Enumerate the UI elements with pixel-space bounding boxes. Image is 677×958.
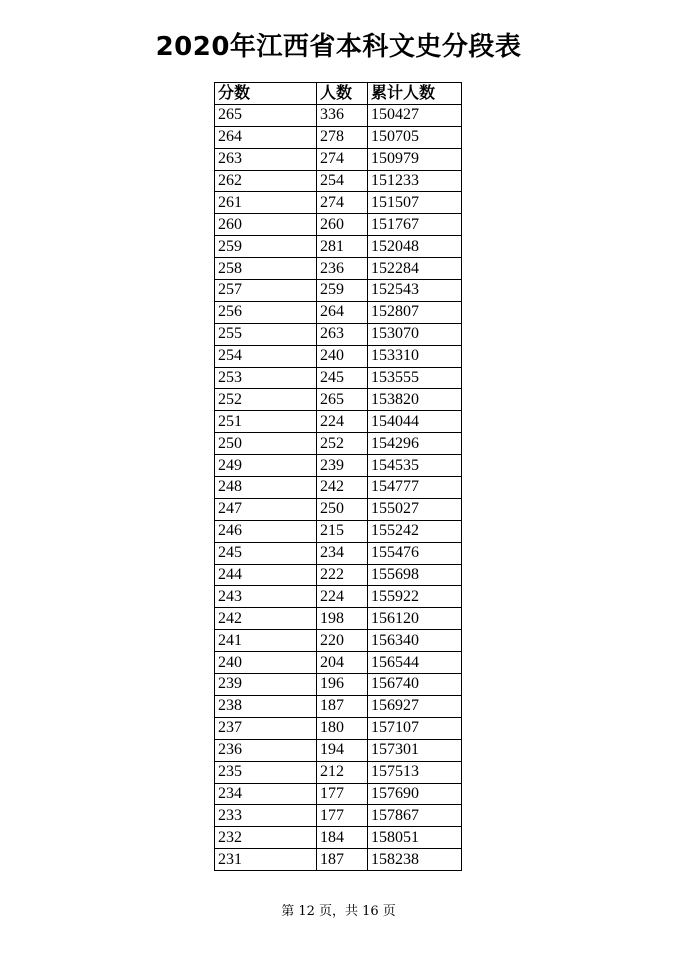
score-cell: 238 (215, 695, 317, 717)
table-row (215, 323, 462, 345)
table-row (215, 280, 462, 302)
table-row (215, 104, 462, 126)
table-row (215, 192, 462, 214)
count-cell: 265 (317, 389, 368, 411)
cumulative-cell: 154296 (368, 433, 462, 455)
table-row (215, 455, 462, 477)
cumulative-cell: 157513 (368, 761, 462, 783)
table-row (215, 170, 462, 192)
score-cell: 237 (215, 717, 317, 739)
table-row (215, 586, 462, 608)
cumulative-cell: 156740 (368, 674, 462, 696)
score-cell: 252 (215, 389, 317, 411)
table-body (215, 104, 462, 870)
score-cell: 250 (215, 433, 317, 455)
table-row (215, 258, 462, 280)
score-cell: 247 (215, 498, 317, 520)
count-cell: 234 (317, 542, 368, 564)
count-cell: 281 (317, 236, 368, 258)
table-row (215, 674, 462, 696)
count-cell: 252 (317, 433, 368, 455)
count-cell: 187 (317, 849, 368, 871)
score-cell: 245 (215, 542, 317, 564)
cumulative-cell: 158051 (368, 827, 462, 849)
count-cell: 245 (317, 367, 368, 389)
score-cell: 262 (215, 170, 317, 192)
count-cell: 259 (317, 280, 368, 302)
table-row (215, 433, 462, 455)
score-cell: 233 (215, 805, 317, 827)
count-cell: 194 (317, 739, 368, 761)
score-cell: 248 (215, 477, 317, 499)
count-cell: 184 (317, 827, 368, 849)
score-cell: 231 (215, 849, 317, 871)
table-row (215, 608, 462, 630)
page-footer: 第 12 页，共 16 页 (281, 904, 396, 919)
table-row (215, 761, 462, 783)
score-cell: 260 (215, 214, 317, 236)
count-cell: 236 (317, 258, 368, 280)
count-cell: 274 (317, 192, 368, 214)
count-cell: 212 (317, 761, 368, 783)
page-title: 2020年江西省本科文史分段表 (155, 32, 522, 62)
cumulative-cell: 155027 (368, 498, 462, 520)
score-cell: 254 (215, 345, 317, 367)
cumulative-cell: 150427 (368, 104, 462, 126)
cumulative-cell: 153820 (368, 389, 462, 411)
count-cell: 263 (317, 323, 368, 345)
count-cell: 196 (317, 674, 368, 696)
cumulative-cell: 154535 (368, 455, 462, 477)
count-cell: 215 (317, 520, 368, 542)
table-header-row (215, 83, 462, 105)
score-table (214, 82, 462, 871)
score-cell: 265 (215, 104, 317, 126)
cumulative-cell: 154044 (368, 411, 462, 433)
count-cell: 198 (317, 608, 368, 630)
score-cell: 239 (215, 674, 317, 696)
count-cell: 336 (317, 104, 368, 126)
table-row (215, 389, 462, 411)
count-cell: 254 (317, 170, 368, 192)
table-row (215, 739, 462, 761)
count-cell: 260 (317, 214, 368, 236)
count-cell: 240 (317, 345, 368, 367)
table-row (215, 805, 462, 827)
score-cell: 242 (215, 608, 317, 630)
cumulative-cell: 150705 (368, 126, 462, 148)
count-cell: 224 (317, 586, 368, 608)
cumulative-cell: 153070 (368, 323, 462, 345)
table-row (215, 126, 462, 148)
score-cell: 235 (215, 761, 317, 783)
cumulative-cell: 152807 (368, 301, 462, 323)
table-row (215, 236, 462, 258)
table-row (215, 498, 462, 520)
table-row (215, 214, 462, 236)
cumulative-cell: 157301 (368, 739, 462, 761)
score-cell: 246 (215, 520, 317, 542)
score-cell: 244 (215, 564, 317, 586)
count-cell: 278 (317, 126, 368, 148)
count-cell: 264 (317, 301, 368, 323)
cumulative-cell: 154777 (368, 477, 462, 499)
count-cell: 220 (317, 630, 368, 652)
score-cell: 240 (215, 652, 317, 674)
score-cell: 236 (215, 739, 317, 761)
count-cell: 187 (317, 695, 368, 717)
score-cell: 249 (215, 455, 317, 477)
count-cell: 274 (317, 148, 368, 170)
table-row (215, 411, 462, 433)
count-cell: 250 (317, 498, 368, 520)
cumulative-cell: 151767 (368, 214, 462, 236)
cumulative-cell: 152543 (368, 280, 462, 302)
table-row (215, 652, 462, 674)
cumulative-cell: 152284 (368, 258, 462, 280)
table-row (215, 564, 462, 586)
cumulative-cell: 155922 (368, 586, 462, 608)
score-cell: 261 (215, 192, 317, 214)
score-cell: 253 (215, 367, 317, 389)
count-cell: 222 (317, 564, 368, 586)
cumulative-cell: 151507 (368, 192, 462, 214)
score-cell: 241 (215, 630, 317, 652)
cumulative-cell: 157867 (368, 805, 462, 827)
header-count: 人数 (317, 83, 368, 105)
score-cell: 234 (215, 783, 317, 805)
table-row (215, 477, 462, 499)
count-cell: 177 (317, 783, 368, 805)
count-cell: 242 (317, 477, 368, 499)
score-cell: 255 (215, 323, 317, 345)
cumulative-cell: 155476 (368, 542, 462, 564)
cumulative-cell: 153555 (368, 367, 462, 389)
count-cell: 239 (317, 455, 368, 477)
cumulative-cell: 152048 (368, 236, 462, 258)
table-row (215, 520, 462, 542)
score-cell: 259 (215, 236, 317, 258)
score-cell: 251 (215, 411, 317, 433)
cumulative-cell: 157690 (368, 783, 462, 805)
count-cell: 204 (317, 652, 368, 674)
count-cell: 177 (317, 805, 368, 827)
cumulative-cell: 155242 (368, 520, 462, 542)
table-row (215, 345, 462, 367)
cumulative-cell: 155698 (368, 564, 462, 586)
score-cell: 258 (215, 258, 317, 280)
table-row (215, 148, 462, 170)
score-cell: 264 (215, 126, 317, 148)
count-cell: 224 (317, 411, 368, 433)
table-row (215, 542, 462, 564)
cumulative-cell: 156340 (368, 630, 462, 652)
table-row (215, 827, 462, 849)
cumulative-cell: 157107 (368, 717, 462, 739)
cumulative-cell: 158238 (368, 849, 462, 871)
table-row (215, 367, 462, 389)
table-row (215, 301, 462, 323)
cumulative-cell: 150979 (368, 148, 462, 170)
table-row (215, 783, 462, 805)
score-cell: 243 (215, 586, 317, 608)
table-row (215, 717, 462, 739)
score-cell: 256 (215, 301, 317, 323)
cumulative-cell: 153310 (368, 345, 462, 367)
table-row (215, 630, 462, 652)
score-cell: 257 (215, 280, 317, 302)
cumulative-cell: 156927 (368, 695, 462, 717)
cumulative-cell: 151233 (368, 170, 462, 192)
table-row (215, 849, 462, 871)
header-cumulative: 累计人数 (368, 83, 462, 105)
cumulative-cell: 156120 (368, 608, 462, 630)
header-score: 分数 (215, 83, 317, 105)
score-cell: 263 (215, 148, 317, 170)
score-cell: 232 (215, 827, 317, 849)
cumulative-cell: 156544 (368, 652, 462, 674)
table-row (215, 695, 462, 717)
count-cell: 180 (317, 717, 368, 739)
